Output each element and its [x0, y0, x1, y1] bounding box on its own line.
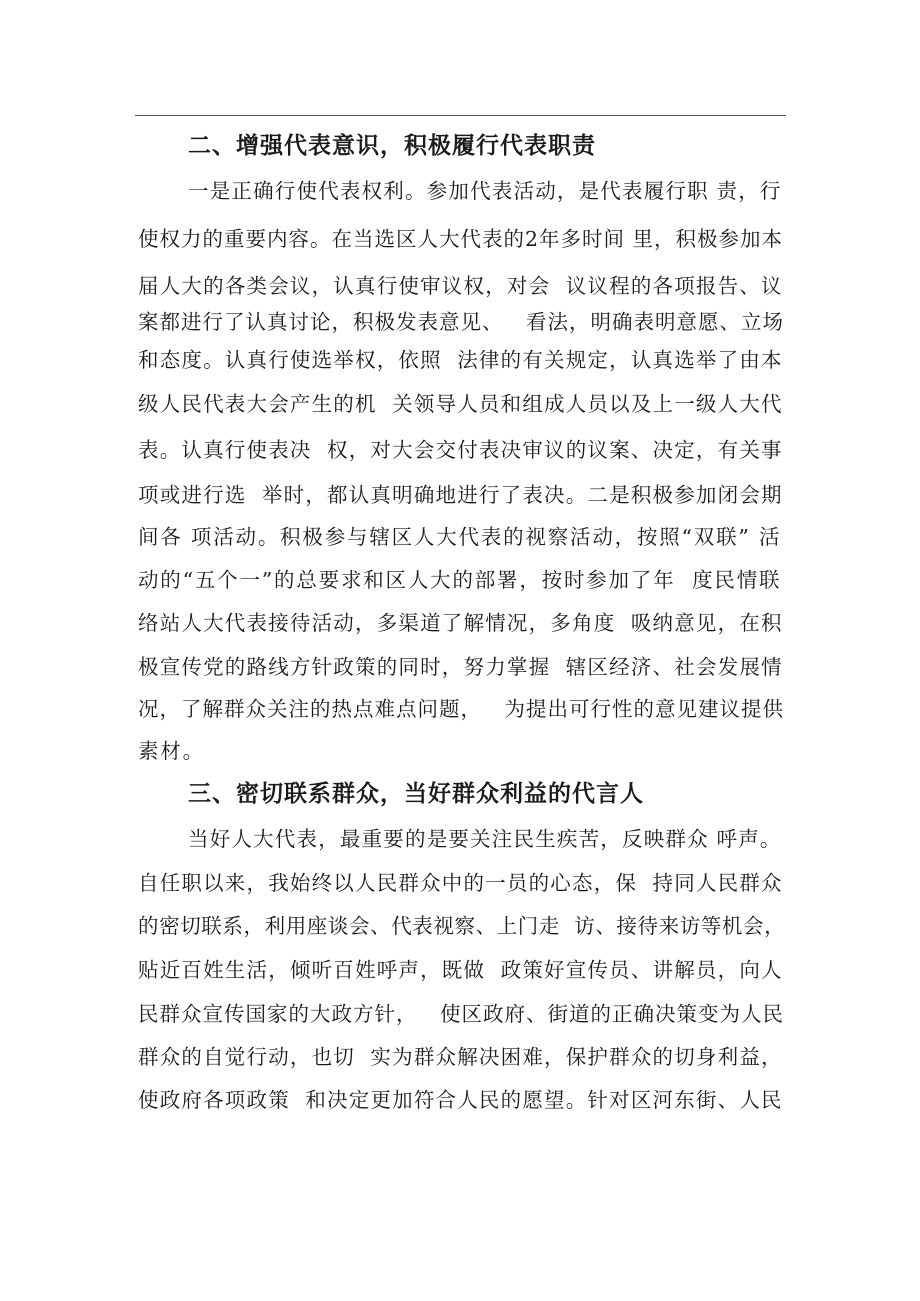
text-line: 极宣传党的路线方针政策的同时，努力掌握 辖区经济、社会发展情 — [138, 655, 783, 679]
text-line: 动的“五个一”的总要求和区人大的部署，按时参加了年 度民情联 — [138, 568, 782, 592]
text-line: 表。认真行使表决 权，对大会交付表决审议的议案、决定，有关事 — [138, 438, 783, 462]
text-line: 案都进行了认真讨论，积极发表意见、 看法，明确表明意愿、立场 — [138, 310, 785, 334]
text-line: 况，了解群众关注的热点难点问题， 为提出可行性的意见建议提供 — [138, 697, 785, 721]
text-line: 使政府各项政策 和决定更加符合人民的愿望。针对区河东街、人民 — [138, 1088, 783, 1112]
text-line: 素材。 — [138, 739, 205, 763]
text-line: 民群众宣传国家的大政方针， 使区政府、街道的正确决策变为人民 — [138, 1002, 785, 1026]
section-2-heading: 二、增强代表意识，积极履行代表职责 — [188, 133, 596, 159]
text-line: 间各 项活动。积极参与辖区人大代表的视察活动，按照“双联” 活 — [138, 525, 782, 549]
text-line: 络站人大代表接待活动，多渠道了解情况，多角度 吸纳意见，在积 — [138, 611, 783, 635]
text-line: 届人大的各类会议，认真行使审议权，对会 议议程的各项报告、议 — [138, 274, 783, 298]
text-line: 的密切联系，利用座谈会、代表视察、上门走 访、接待来访等机会， — [138, 914, 786, 938]
text-line: 一是正确行使代表权利。参加代表活动，是代表履行职 责，行 — [188, 179, 782, 203]
text-line: 当好人大代表，最重要的是要关注民生疾苦，反映群众 呼声。 — [188, 827, 782, 851]
text-line: 使权力的重要内容。在当选区人大代表的2年多时间 里，积极参加本 — [138, 227, 784, 251]
text-line: 贴近百姓生活，倾听百姓呼声，既做 政策好宣传员、讲解员，向人 — [138, 958, 783, 982]
text-line: 自任职以来，我始终以人民群众中的一员的心态，保 持同人民群众 — [138, 871, 783, 895]
top-rule — [135, 115, 786, 116]
section-3-heading: 三、密切联系群众，当好群众利益的代言人 — [188, 781, 644, 807]
text-line: 群众的自觉行动，也切 实为群众解决困难，保护群众的切身利益， — [138, 1045, 783, 1069]
text-line: 项或进行选 举时，都认真明确地进行了表决。二是积极参加闭会期 — [138, 483, 783, 507]
text-line: 和态度。认真行使选举权，依照 法律的有关规定，认真选举了由本 — [138, 348, 783, 372]
text-line: 级人民代表大会产生的机 关领导人员和组成人员以及上一级人大代 — [138, 392, 783, 416]
